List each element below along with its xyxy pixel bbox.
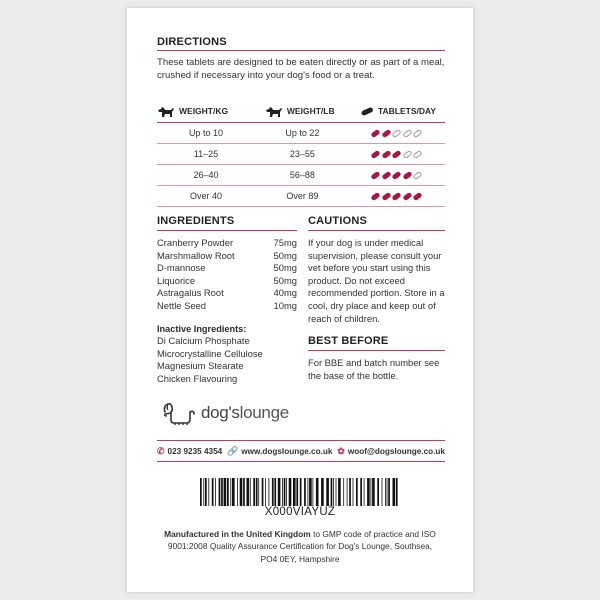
barcode-bar [372,478,375,506]
directions-text: These tablets are designed to be eaten directly or as part of a meal, crushed if necessary into your dog's food or a treat. [157,57,445,81]
barcode-bar [331,478,333,506]
dosage-row [157,144,445,165]
phone-text: 023 9235 4354 [167,446,223,456]
barcode-bar [212,478,214,506]
tablet-filled-icon [392,192,402,201]
dog-icon [157,105,175,118]
header-weight-kg [157,104,255,123]
ingredients-section [157,215,297,386]
barcode-bar [237,478,238,506]
barcode-bar [382,478,383,506]
inactive-ingredients-list [157,335,297,385]
weight-kg-cell: Up to 10 [157,123,255,144]
tablet-filled-icon [381,192,391,201]
barcode-bar [304,478,306,506]
best-before-text: For BBE and batch number see the base of the bottle. [308,357,440,381]
barcode-bar [293,478,296,506]
header-tablets-label: TABLETS/DAY [377,106,437,116]
header-tablets [350,104,445,123]
tablet-filled-icon [381,150,391,159]
barcode-bar [203,478,204,506]
barcode-bar [247,478,250,506]
tablets-cell [350,123,445,144]
ingredient-name: Marshmallow Root [157,249,235,261]
barcode-bar [221,478,223,506]
dosage-row [157,165,445,186]
ingredient-amount: 50mg [273,249,297,261]
barcode-bar [243,478,245,506]
barcode-bar [265,478,266,506]
barcode-bar [313,478,314,506]
inactive-ingredient: Di Calcium Phosphate [157,335,250,347]
barcode-bar [232,478,235,506]
barcode-bar [286,478,287,506]
cautions-text: If your dog is under medical supervision, please consult your vet before you start using this product. Do not exceed recommended portion. Store in a cool, dry place and keep out of reach of children. [308,237,445,324]
tablet-filled-icon [381,171,391,180]
barcode-bar [343,478,344,506]
barcode-bar [262,478,264,506]
best-before-section [308,335,445,382]
barcode-bar [208,478,209,506]
tablet-empty-icon [392,129,402,138]
barcode-bar [289,478,292,506]
barcode-number: X000VIAYUZ [264,506,336,518]
inactive-ingredient: Microcrystalline Cellulose [157,347,263,359]
barcode-bar [353,478,354,506]
weight-kg-cell: 26–40 [157,165,255,186]
weight-kg-cell: 11–25 [157,144,255,165]
best-before-title: BEST BEFORE [308,335,445,351]
tablet-filled-icon [381,129,391,138]
barcode-bar [219,478,221,506]
barcode-bar [371,478,372,506]
website-contact [227,446,332,457]
barcode-bar [396,478,398,506]
email-contact [337,446,445,457]
barcode-bar [200,478,202,506]
brand-name-b: lounge [239,403,289,422]
tablets-cell [350,165,445,186]
barcode-bar [205,478,207,506]
tablet-filled-icon [371,171,381,180]
link-icon: 🔗 [227,445,239,456]
tablet-empty-icon [413,129,423,138]
barcode-bar [333,478,334,506]
ingredient-amount: 75mg [273,237,297,248]
tablet-empty-icon [413,171,423,180]
dosage-table [157,104,445,207]
ingredient-name: Nettle Seed [157,299,206,311]
ingredients-title: INGREDIENTS [157,215,297,231]
ingredient-row [157,237,297,250]
tablet-empty-icon [402,150,412,159]
barcode-bar [256,478,258,506]
brand-name-a: dog's [201,403,240,422]
header-weight-lb-label: WEIGHT/LB [286,106,335,116]
tablet-icon [360,106,374,116]
brand-logo [161,400,289,426]
ingredient-name: Astragalus Root [157,287,224,299]
cautions-title: CAUTIONS [308,215,445,231]
barcode-bar [278,478,281,506]
barcode-bar [274,478,276,506]
paw-icon: ✿ [337,445,345,456]
weight-kg-cell: Over 40 [157,186,255,207]
ingredient-name: Liquorice [157,274,196,286]
brand-name [201,403,289,423]
dog-icon [265,105,283,118]
barcode-bar [385,478,386,506]
tablet-filled-icon [371,129,381,138]
barcode-bar [364,478,365,506]
ingredient-amount: 50mg [273,262,297,274]
inactive-ingredients-title: Inactive Ingredients: [157,323,247,334]
phone-contact [157,446,222,457]
barcode-bar [230,478,231,506]
tablet-filled-icon [392,150,402,159]
ingredient-amount: 10mg [273,299,297,311]
tablet-filled-icon [402,171,412,180]
barcode-bar [321,478,324,506]
product-label-card [127,8,473,592]
ingredient-row [157,287,297,300]
inactive-ingredient: Chicken Flavouring [157,372,238,384]
barcode-bar [240,478,243,506]
manufacturer-info [163,528,437,565]
tablet-filled-icon [371,150,381,159]
barcode-bar [336,478,337,506]
tablet-empty-icon [402,129,412,138]
header-weight-lb [255,104,350,123]
barcode-bar [308,478,309,506]
barcode-bar [360,478,362,506]
ingredient-row [157,300,297,313]
barcode-bar [347,478,348,506]
email-text: woof@dogslounge.co.uk [347,446,445,456]
barcode-bar [224,478,227,506]
ingredient-name: Cranberry Powder [157,237,234,248]
directions-title: DIRECTIONS [157,36,445,51]
tablet-filled-icon [413,192,423,201]
barcode-bar [338,478,341,506]
manufacturer-text: to GMP code of practice and ISO 9001:2008 Quality Assurance Certification for Dog's Lounge, Southsea, PO4 0EY, Hampshire [167,529,436,564]
barcode-bar [227,478,229,506]
contact-bar [157,440,445,462]
website-text: www.dogslounge.co.uk [241,446,333,456]
ingredients-list [157,237,297,313]
barcode-bar [356,478,358,506]
cautions-section [308,215,445,382]
barcode-bar [388,478,390,506]
ingredient-amount: 40mg [273,287,297,299]
barcode-bar [349,478,351,506]
barcode-bar [284,478,286,506]
tablet-filled-icon [402,192,412,201]
barcode-bar [269,478,270,506]
ingredient-row [157,262,297,275]
header-weight-kg-label: WEIGHT/KG [179,106,229,116]
barcode-bar [282,478,283,506]
tablet-empty-icon [413,150,423,159]
directions-section [157,36,445,82]
tablets-cell [350,144,445,165]
barcode-bar [250,478,251,506]
weight-lb-cell: 56–88 [255,165,350,186]
barcode [200,478,400,506]
barcode-bar [258,478,259,506]
barcode-bar [253,478,255,506]
tablet-filled-icon [392,171,402,180]
ingredient-name: D-mannose [157,262,206,274]
barcode-bar [309,478,312,506]
tablets-cell [350,186,445,207]
ingredient-amount: 50mg [273,274,297,286]
barcode-bar [326,478,329,506]
barcode-bar [296,478,298,506]
barcode-bar [300,478,302,506]
tablet-filled-icon [371,192,381,201]
inactive-ingredient: Magnesium Stearate [157,360,244,372]
weight-lb-cell: 23–55 [255,144,350,165]
barcode-bar [316,478,319,506]
dog-logo-icon [161,400,197,426]
dosage-row [157,123,445,144]
barcode-bar [215,478,216,506]
ingredient-row [157,250,297,263]
phone-icon: ✆ [157,445,165,456]
barcode-bar [377,478,379,506]
barcode-bar [387,478,388,506]
dosage-row [157,186,445,207]
weight-lb-cell: Over 89 [255,186,350,207]
manufacturer-bold: Manufactured in the United Kingdom [164,529,311,539]
barcode-bar [393,478,396,506]
barcode-bar [272,478,274,506]
barcode-bar [367,478,370,506]
weight-lb-cell: Up to 22 [255,123,350,144]
ingredient-row [157,275,297,288]
